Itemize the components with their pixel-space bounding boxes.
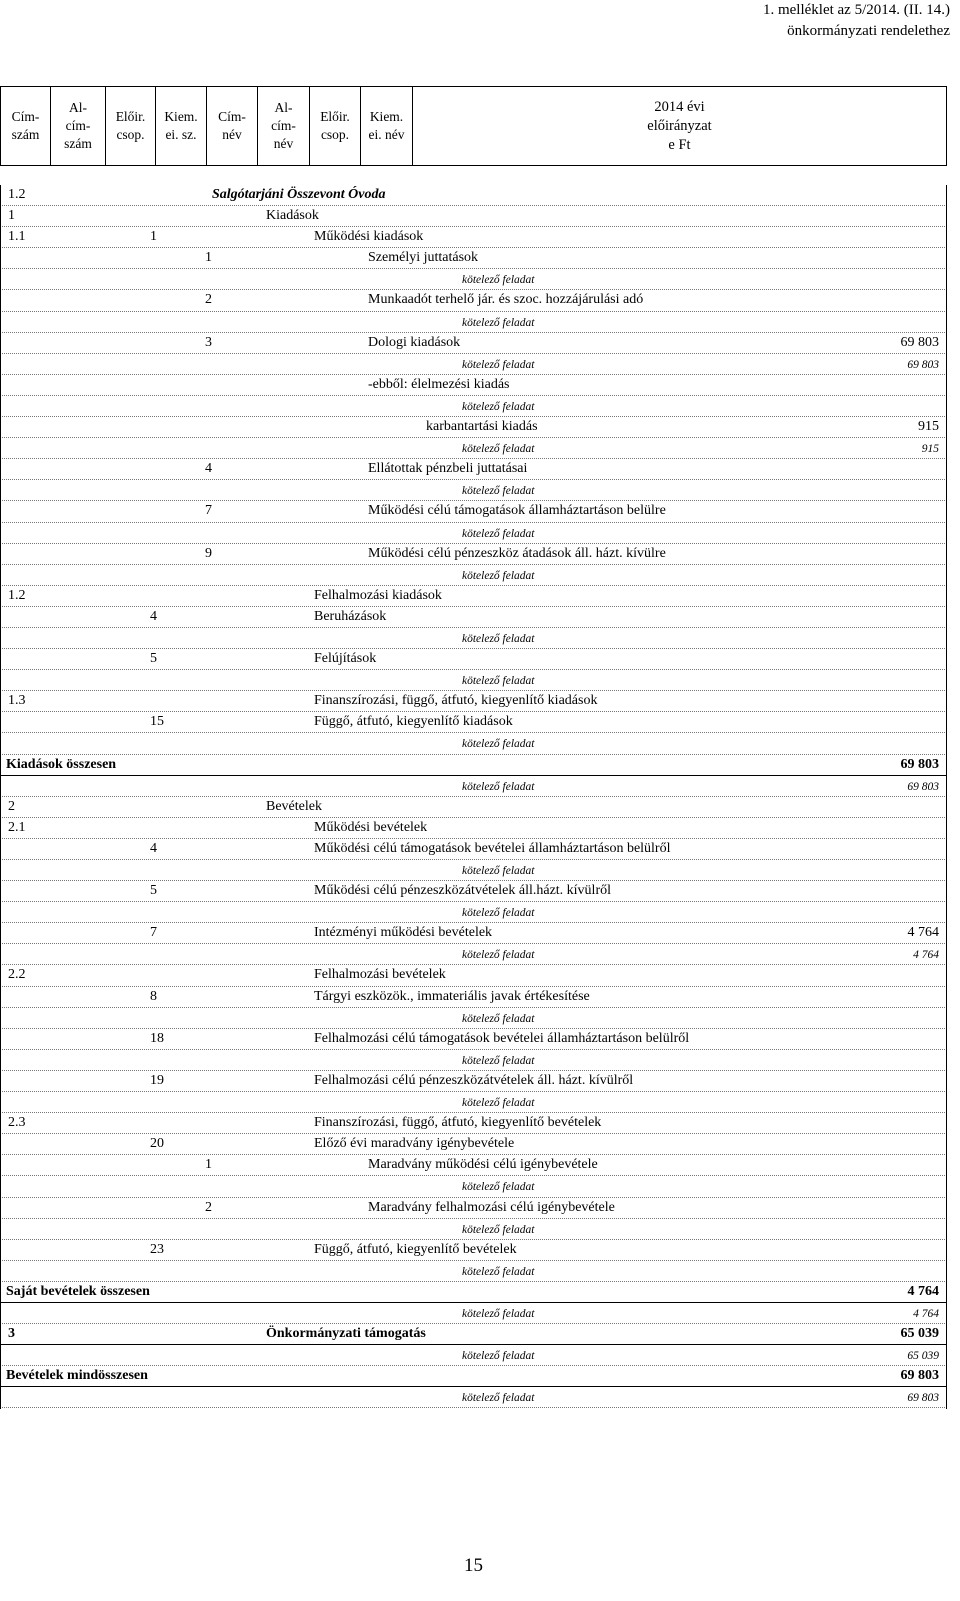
table-row [0, 227, 947, 248]
row-title: Beruházások [314, 608, 387, 624]
row-code: 2 [8, 798, 15, 814]
table-row [0, 818, 947, 839]
row-code: 1 [205, 1157, 212, 1173]
table-row [0, 290, 947, 311]
category-label: kötelező feladat [462, 738, 535, 751]
table-row [0, 185, 947, 206]
category-label: kötelező feladat [462, 400, 535, 413]
column-header-5: Cím- név [207, 87, 258, 165]
column-header-8: Kiem. ei. név [361, 87, 413, 165]
row-code: 19 [150, 1072, 164, 1088]
category-label: kötelező feladat [462, 907, 535, 920]
column-header-6: Al- cím- név [258, 87, 310, 165]
row-title: Önkormányzati támogatás [266, 1326, 426, 1342]
row-code: 1.2 [8, 587, 26, 603]
table-row-kotelezo [0, 628, 947, 649]
row-code: 4 [205, 461, 212, 477]
row-title: karbantartási kiadás [426, 419, 538, 435]
table-row [0, 691, 947, 712]
category-label: kötelező feladat [462, 1097, 535, 1110]
category-label: kötelező feladat [462, 675, 535, 688]
category-label: kötelező feladat [462, 274, 535, 287]
row-amount: 65 039 [907, 1350, 939, 1363]
table-row-kotelezo [0, 776, 947, 797]
row-amount: 69 803 [907, 1392, 939, 1405]
table-row-kotelezo [0, 396, 947, 417]
table-row [0, 1198, 947, 1219]
row-title: Működési célú támogatások államháztartáson belülre [368, 503, 666, 519]
row-title: Felhalmozási kiadások [314, 587, 442, 603]
table-row [0, 1134, 947, 1155]
table-row-kotelezo [0, 1176, 947, 1197]
table-row-kotelezo [0, 1345, 947, 1366]
row-title: Kiadások összesen [6, 756, 117, 772]
table-row-kotelezo [0, 523, 947, 544]
table-row [0, 501, 947, 522]
table-row [0, 965, 947, 986]
row-amount: 4 764 [907, 1283, 939, 1299]
table-row-kotelezo [0, 1387, 947, 1408]
category-label: kötelező feladat [462, 1054, 535, 1067]
row-title: -ebből: élelmezési kiadás [368, 376, 510, 392]
table-row [0, 1029, 947, 1050]
table-row-kotelezo [0, 860, 947, 881]
table-row [0, 923, 947, 944]
table-row-kotelezo [0, 1303, 947, 1324]
table-row [0, 839, 947, 860]
row-title: Kiadások [266, 208, 319, 224]
table-row-kotelezo [0, 354, 947, 375]
column-header-1: Cím- szám [1, 87, 51, 165]
category-label: kötelező feladat [462, 443, 535, 456]
row-code: 2 [205, 1199, 212, 1215]
table-row [0, 1366, 947, 1387]
row-code: 4 [150, 608, 157, 624]
column-header-3: Előir. csop. [106, 87, 156, 165]
row-title: Függő, átfutó, kiegyenlítő bevételek [314, 1241, 517, 1257]
table-row [0, 1071, 947, 1092]
table-row-kotelezo [0, 670, 947, 691]
row-subcode: 1 [150, 229, 157, 245]
row-code: 3 [205, 334, 212, 350]
row-title: Finanszírozási, függő, átfutó, kiegyenlítő bevételek [314, 1115, 602, 1131]
table-row [0, 987, 947, 1008]
row-amount: 65 039 [900, 1326, 939, 1342]
row-title: Saját bevételek összesen [6, 1283, 150, 1299]
row-title: Bevételek mindösszesen [6, 1368, 148, 1384]
row-title: Működési bevételek [314, 819, 428, 835]
category-label: kötelező feladat [462, 632, 535, 645]
table-row [0, 1240, 947, 1261]
table-row [0, 1282, 947, 1303]
category-label: kötelező feladat [462, 1307, 535, 1320]
row-code: 2 [205, 292, 212, 308]
row-code: 1.3 [8, 693, 26, 709]
table-row-kotelezo [0, 1261, 947, 1282]
table-row [0, 712, 947, 733]
row-code: 9 [205, 545, 212, 561]
row-code: 5 [150, 883, 157, 899]
table-row [0, 544, 947, 565]
row-code: 23 [150, 1241, 164, 1257]
row-code: 1 [8, 208, 15, 224]
category-label: kötelező feladat [462, 316, 535, 329]
page-number: 15 [464, 1555, 483, 1576]
table-row [0, 417, 947, 438]
row-title: Dologi kiadások [368, 334, 461, 350]
row-title: Salgótarjáni Összevont Óvoda [212, 187, 386, 202]
row-amount: 4 764 [907, 925, 939, 941]
table-row [0, 1113, 947, 1134]
category-label: kötelező feladat [462, 1181, 535, 1194]
row-code: 1 [205, 250, 212, 266]
header-line-1: 1. melléklet az 5/2014. (II. 14.) [762, 2, 950, 18]
row-title: Személyi juttatások [368, 250, 479, 266]
table-row-kotelezo [0, 944, 947, 965]
row-amount: 915 [921, 443, 939, 456]
row-title: Felhalmozási célú pénzeszközátvételek áll. házt. kívülről [314, 1072, 634, 1088]
row-amount: 69 803 [900, 756, 939, 772]
category-label: kötelező feladat [462, 1350, 535, 1363]
row-title: Felhalmozási célú támogatások bevételei államháztartáson belülről [314, 1030, 690, 1046]
row-title: Működési célú pénzeszköz átadások áll. házt. kívülre [368, 545, 666, 561]
category-label: kötelező feladat [462, 1012, 535, 1025]
table-row-kotelezo [0, 733, 947, 754]
row-code: 2.1 [8, 819, 26, 835]
row-amount: 69 803 [900, 1368, 939, 1384]
column-header-4: Kiem. ei. sz. [156, 87, 207, 165]
table-row [0, 881, 947, 902]
row-title: Működési célú pénzeszközátvételek áll.házt. kívülről [314, 883, 612, 899]
row-amount: 4 764 [913, 949, 939, 962]
row-code: 7 [205, 503, 212, 519]
table-row-kotelezo [0, 1219, 947, 1240]
column-header-9: 2014 évi előirányzat e Ft [647, 98, 712, 153]
category-label: kötelező feladat [462, 527, 535, 540]
row-code: 2.2 [8, 967, 26, 983]
row-title: Tárgyi eszközök., immateriális javak értékesítése [314, 988, 590, 1004]
row-title: Függő, átfutó, kiegyenlítő kiadások [314, 714, 513, 730]
row-title: Működési célú támogatások bevételei államháztartáson belülről [314, 840, 671, 856]
budget-table-body [0, 185, 947, 1408]
row-code: 7 [150, 925, 157, 941]
row-title: Működési kiadások [314, 229, 424, 245]
table-row-kotelezo [0, 269, 947, 290]
row-code: 4 [150, 840, 157, 856]
row-code: 5 [150, 651, 157, 667]
row-code: 18 [150, 1030, 164, 1046]
row-title: Maradvány felhalmozási célú igénybevétele [368, 1199, 615, 1215]
table-row [0, 206, 947, 227]
table-row-kotelezo [0, 1050, 947, 1071]
row-code: 2.3 [8, 1115, 26, 1131]
row-title: Felújítások [314, 651, 377, 667]
table-row-kotelezo [0, 438, 947, 459]
document-header [763, 0, 950, 42]
table-row [0, 1324, 947, 1345]
row-title: Ellátottak pénzbeli juttatásai [368, 461, 528, 477]
row-title: Felhalmozási bevételek [314, 967, 446, 983]
table-row [0, 248, 947, 269]
column-header-7: Előir. csop. [310, 87, 361, 165]
category-label: kötelező feladat [462, 865, 535, 877]
row-code: 1.1 [8, 229, 26, 245]
table-right-border [946, 185, 947, 1409]
table-row [0, 797, 947, 818]
row-code: 1.2 [8, 187, 26, 202]
table-row-kotelezo [0, 1092, 947, 1113]
table-row-kotelezo [0, 1008, 947, 1029]
table-row [0, 607, 947, 628]
row-code: 8 [150, 988, 157, 1004]
category-label: kötelező feladat [462, 569, 535, 582]
table-row [0, 755, 947, 776]
table-row [0, 375, 947, 396]
row-amount: 915 [918, 419, 939, 435]
row-amount: 69 803 [907, 780, 939, 793]
table-row [0, 1155, 947, 1176]
row-title: Előző évi maradvány igénybevétele [314, 1136, 515, 1152]
header-line-2: önkormányzati rendelethez [787, 23, 950, 39]
table-row-kotelezo [0, 312, 947, 333]
row-title: Maradvány működési célú igénybevétele [368, 1157, 598, 1173]
row-code: 3 [8, 1326, 15, 1342]
table-row [0, 586, 947, 607]
table-row-kotelezo [0, 565, 947, 586]
row-title: Finanszírozási, függő, átfutó, kiegyenlítő kiadások [314, 693, 598, 709]
row-code: 15 [150, 714, 164, 730]
row-amount: 4 764 [913, 1307, 939, 1320]
category-label: kötelező feladat [462, 485, 535, 498]
category-label: kötelező feladat [462, 1392, 535, 1405]
row-amount: 69 803 [907, 358, 939, 371]
category-label: kötelező feladat [462, 1223, 535, 1236]
category-label: kötelező feladat [462, 1265, 535, 1278]
table-row [0, 459, 947, 480]
table-header [0, 86, 947, 166]
table-row-kotelezo [0, 902, 947, 923]
category-label: kötelező feladat [462, 780, 535, 793]
row-title: Intézményi működési bevételek [314, 925, 493, 941]
category-label: kötelező feladat [462, 949, 535, 962]
table-row [0, 333, 947, 354]
column-header-2: Al- cím- szám [51, 87, 106, 165]
table-left-border [0, 185, 1, 1409]
row-title: Bevételek [266, 798, 322, 814]
category-label: kötelező feladat [462, 358, 535, 371]
row-title: Munkaadót terhelő jár. és szoc. hozzájárulási adó [368, 292, 644, 308]
table-row-kotelezo [0, 480, 947, 501]
row-code: 20 [150, 1136, 164, 1152]
table-row [0, 649, 947, 670]
row-amount: 69 803 [900, 334, 939, 350]
